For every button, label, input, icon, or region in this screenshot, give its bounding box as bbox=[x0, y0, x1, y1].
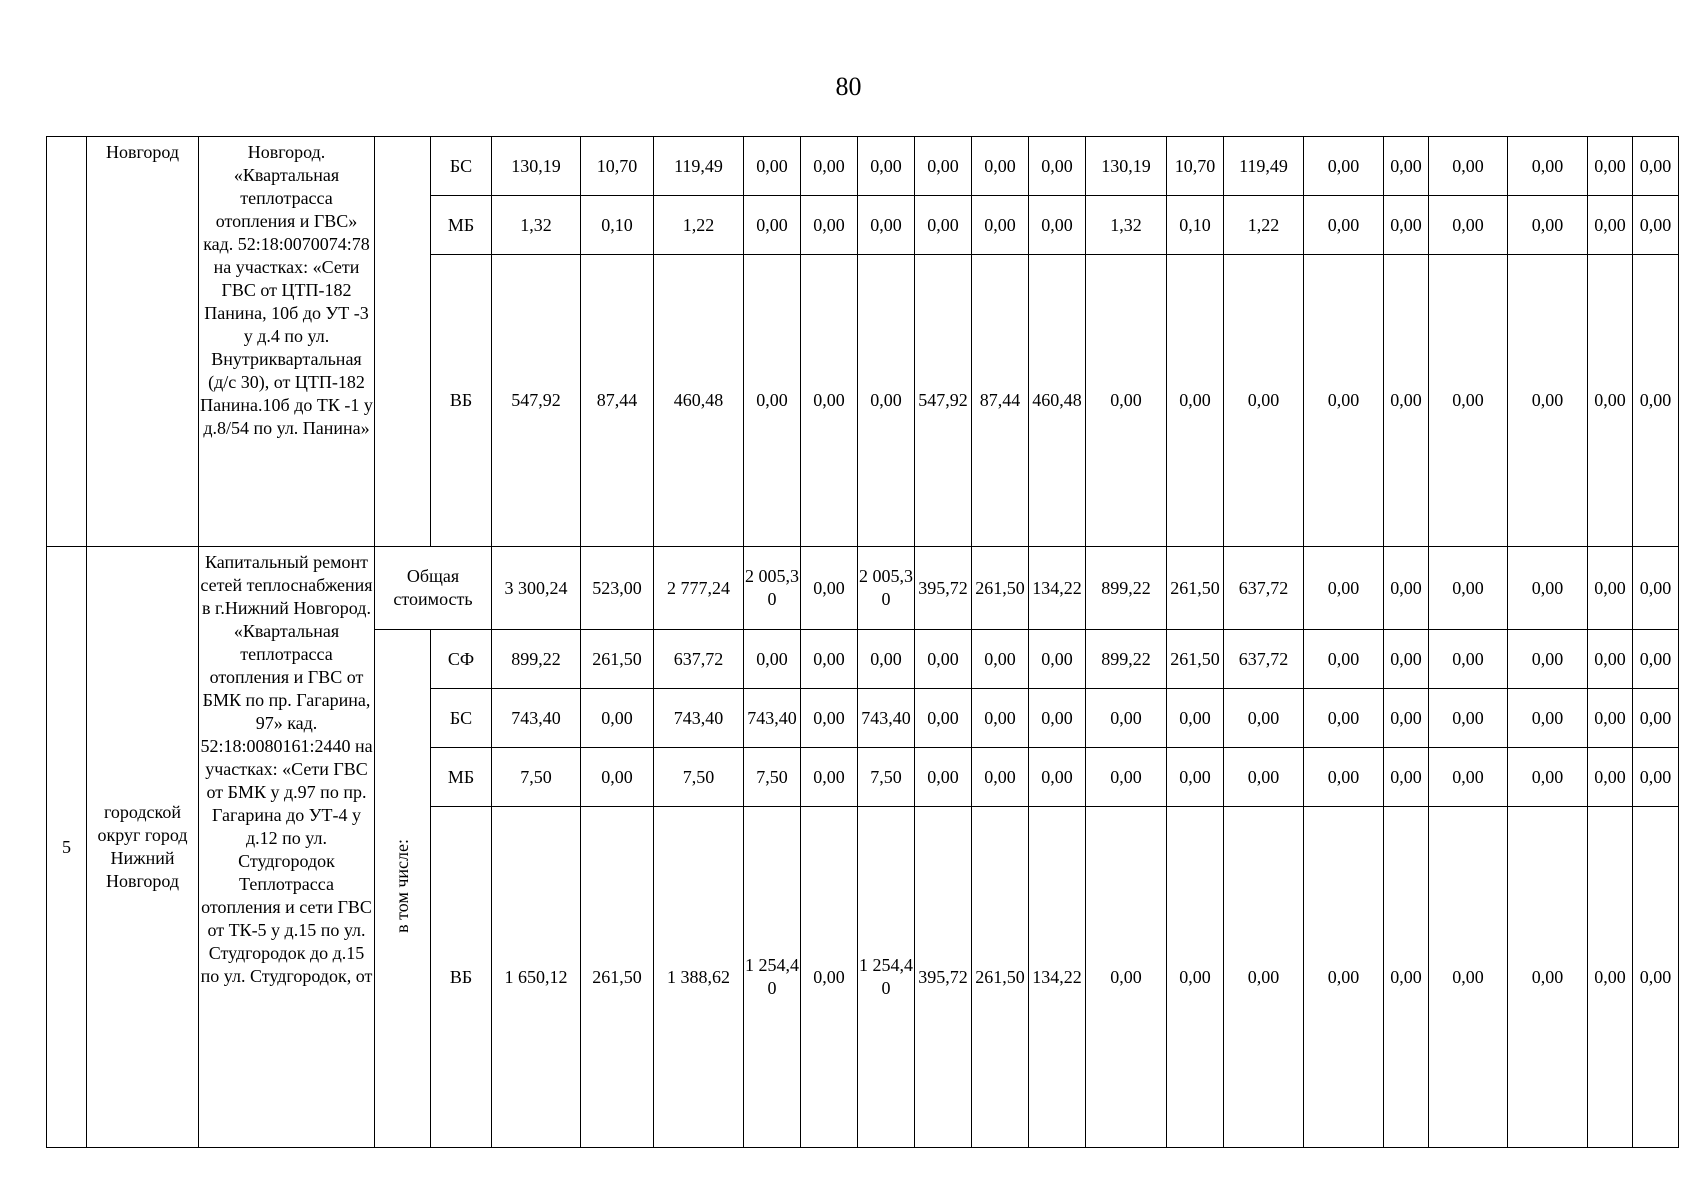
value-cell: 261,50 bbox=[1167, 630, 1224, 689]
value-cell: 0,00 bbox=[744, 630, 801, 689]
value-cell: 2 005,30 bbox=[744, 547, 801, 630]
value-cell: 0,00 bbox=[581, 748, 654, 807]
value-cell: 743,40 bbox=[744, 689, 801, 748]
including-cell bbox=[375, 137, 431, 547]
value-cell: 0,00 bbox=[1429, 630, 1508, 689]
value-cell: 0,00 bbox=[1633, 196, 1679, 255]
value-cell: 0,00 bbox=[1304, 748, 1384, 807]
value-cell: 0,00 bbox=[1304, 196, 1384, 255]
value-cell: 0,00 bbox=[744, 137, 801, 196]
value-cell: 0,00 bbox=[858, 630, 915, 689]
value-cell: 0,00 bbox=[1429, 255, 1508, 547]
value-cell: 0,00 bbox=[581, 689, 654, 748]
value-cell: 0,00 bbox=[1029, 689, 1086, 748]
value-cell: 0,00 bbox=[801, 137, 858, 196]
value-cell: 0,00 bbox=[1384, 689, 1429, 748]
value-cell: 261,50 bbox=[1167, 547, 1224, 630]
value-cell: 119,49 bbox=[654, 137, 744, 196]
page-number: 80 bbox=[835, 72, 862, 101]
value-cell: 0,00 bbox=[915, 689, 972, 748]
value-cell: 0,00 bbox=[915, 748, 972, 807]
value-cell: 0,00 bbox=[1633, 748, 1679, 807]
value-cell: 0,00 bbox=[801, 547, 858, 630]
value-cell: 0,00 bbox=[744, 255, 801, 547]
table-row bbox=[47, 547, 1679, 630]
value-cell: 1 388,62 bbox=[654, 807, 744, 1148]
value-cell: 1,32 bbox=[1086, 196, 1167, 255]
value-cell: 261,50 bbox=[581, 630, 654, 689]
value-cell: 0,00 bbox=[1633, 255, 1679, 547]
municipality-cell: Новгород bbox=[87, 137, 199, 547]
value-cell: 637,72 bbox=[1224, 547, 1304, 630]
source-cell: СФ bbox=[431, 630, 492, 689]
value-cell: 87,44 bbox=[972, 255, 1029, 547]
value-cell: 261,50 bbox=[972, 547, 1029, 630]
value-cell: 0,00 bbox=[1224, 807, 1304, 1148]
value-cell: 395,72 bbox=[915, 807, 972, 1148]
value-cell: 0,00 bbox=[1588, 807, 1633, 1148]
value-cell: 0,00 bbox=[1508, 137, 1588, 196]
source-cell: МБ bbox=[431, 748, 492, 807]
value-cell: 0,00 bbox=[1029, 137, 1086, 196]
value-cell: 0,00 bbox=[1304, 137, 1384, 196]
value-cell: 2 777,24 bbox=[654, 547, 744, 630]
value-cell: 0,00 bbox=[1086, 748, 1167, 807]
value-cell: 0,00 bbox=[1086, 255, 1167, 547]
value-cell: 134,22 bbox=[1029, 547, 1086, 630]
value-cell: 0,00 bbox=[1224, 689, 1304, 748]
value-cell: 0,00 bbox=[1167, 255, 1224, 547]
value-cell: 0,00 bbox=[1384, 547, 1429, 630]
value-cell: 0,00 bbox=[801, 630, 858, 689]
value-cell: 7,50 bbox=[744, 748, 801, 807]
value-cell: 743,40 bbox=[492, 689, 581, 748]
value-cell: 0,00 bbox=[1384, 196, 1429, 255]
value-cell: 7,50 bbox=[654, 748, 744, 807]
value-cell: 0,00 bbox=[744, 196, 801, 255]
value-cell: 0,00 bbox=[1588, 630, 1633, 689]
value-cell: 0,00 bbox=[1384, 630, 1429, 689]
value-cell: 0,00 bbox=[1224, 748, 1304, 807]
value-cell: 1,32 bbox=[492, 196, 581, 255]
value-cell: 0,00 bbox=[858, 255, 915, 547]
value-cell: 899,22 bbox=[1086, 547, 1167, 630]
value-cell: 0,00 bbox=[801, 748, 858, 807]
value-cell: 1,22 bbox=[1224, 196, 1304, 255]
value-cell: 0,00 bbox=[801, 196, 858, 255]
value-cell: 130,19 bbox=[492, 137, 581, 196]
value-cell: 0,00 bbox=[1508, 689, 1588, 748]
value-cell: 0,00 bbox=[1384, 255, 1429, 547]
source-cell: МБ bbox=[431, 196, 492, 255]
value-cell: 10,70 bbox=[1167, 137, 1224, 196]
value-cell: 0,00 bbox=[858, 196, 915, 255]
value-cell: 0,00 bbox=[1508, 630, 1588, 689]
value-cell: 0,00 bbox=[1633, 630, 1679, 689]
value-cell: 0,00 bbox=[1167, 689, 1224, 748]
value-cell: 0,00 bbox=[1429, 748, 1508, 807]
value-cell: 0,00 bbox=[1508, 547, 1588, 630]
value-cell: 0,00 bbox=[915, 630, 972, 689]
total-label-cell: Общая стоимость bbox=[375, 547, 492, 630]
value-cell: 523,00 bbox=[581, 547, 654, 630]
value-cell: 0,00 bbox=[1429, 547, 1508, 630]
value-cell: 0,00 bbox=[1588, 255, 1633, 547]
value-cell: 119,49 bbox=[1224, 137, 1304, 196]
value-cell: 0,00 bbox=[1588, 196, 1633, 255]
value-cell: 0,00 bbox=[1508, 807, 1588, 1148]
value-cell: 3 300,24 bbox=[492, 547, 581, 630]
source-cell: БС bbox=[431, 137, 492, 196]
value-cell: 547,92 bbox=[915, 255, 972, 547]
value-cell: 7,50 bbox=[492, 748, 581, 807]
value-cell: 0,00 bbox=[915, 196, 972, 255]
value-cell: 0,00 bbox=[1633, 137, 1679, 196]
value-cell: 0,00 bbox=[1086, 689, 1167, 748]
value-cell: 0,00 bbox=[1304, 807, 1384, 1148]
value-cell: 261,50 bbox=[972, 807, 1029, 1148]
value-cell: 7,50 bbox=[858, 748, 915, 807]
value-cell: 0,00 bbox=[972, 196, 1029, 255]
table-row bbox=[47, 137, 1679, 196]
value-cell: 0,00 bbox=[1429, 807, 1508, 1148]
value-cell: 743,40 bbox=[858, 689, 915, 748]
value-cell: 0,00 bbox=[1588, 137, 1633, 196]
value-cell: 0,00 bbox=[1304, 255, 1384, 547]
value-cell: 0,00 bbox=[1304, 630, 1384, 689]
value-cell: 0,00 bbox=[972, 630, 1029, 689]
value-cell: 2 005,30 bbox=[858, 547, 915, 630]
value-cell: 0,10 bbox=[581, 196, 654, 255]
value-cell: 0,00 bbox=[801, 255, 858, 547]
value-cell: 0,10 bbox=[1167, 196, 1224, 255]
value-cell: 0,00 bbox=[1086, 807, 1167, 1148]
value-cell: 0,00 bbox=[801, 807, 858, 1148]
object-description-cell: Капитальный ремонт сетей теплоснабжения в г.Нижний Новгород. «Квартальная теплотрасса отопления и ГВС от БМК по пр. Гагарина, 97» кад. 52:18:0080161:2440 на участках: «Сети ГВС от БМК у д.97 по пр. Гагарина до УТ-4 у д.12 по ул. Студгородок Теплотрасса отопления и сети ГВС от ТК-5 у д.15 по ул. Студгородок до д.15 по ул. Студгородок, от bbox=[199, 547, 375, 1148]
value-cell: 460,48 bbox=[654, 255, 744, 547]
value-cell: 0,00 bbox=[1429, 137, 1508, 196]
object-description-cell: Новгород. «Квартальная теплотрасса отопления и ГВС» кад. 52:18:0070074:78 на участках: «Сети ГВС от ЦТП-182 Панина, 10б до УТ -3 у д.4 по ул. Внутриквартальная (д/с 30), от ЦТП-182 Панина.10б до ТК -1 у д.8/54 по ул. Панина» bbox=[199, 137, 375, 547]
value-cell: 0,00 bbox=[1304, 547, 1384, 630]
value-cell: 637,72 bbox=[654, 630, 744, 689]
value-cell: 0,00 bbox=[1029, 630, 1086, 689]
value-cell: 395,72 bbox=[915, 547, 972, 630]
source-cell: ВБ bbox=[431, 255, 492, 547]
value-cell: 1,22 bbox=[654, 196, 744, 255]
value-cell: 0,00 bbox=[972, 748, 1029, 807]
value-cell: 0,00 bbox=[1429, 689, 1508, 748]
value-cell: 547,92 bbox=[492, 255, 581, 547]
value-cell: 261,50 bbox=[581, 807, 654, 1148]
value-cell: 637,72 bbox=[1224, 630, 1304, 689]
value-cell: 0,00 bbox=[1508, 255, 1588, 547]
value-cell: 1 650,12 bbox=[492, 807, 581, 1148]
value-cell: 0,00 bbox=[1429, 196, 1508, 255]
including-label: в том числе: bbox=[392, 838, 412, 933]
value-cell: 0,00 bbox=[1384, 748, 1429, 807]
value-cell: 743,40 bbox=[654, 689, 744, 748]
value-cell: 460,48 bbox=[1029, 255, 1086, 547]
value-cell: 0,00 bbox=[1588, 748, 1633, 807]
value-cell: 0,00 bbox=[972, 689, 1029, 748]
value-cell: 0,00 bbox=[858, 137, 915, 196]
value-cell: 0,00 bbox=[1508, 748, 1588, 807]
funding-table bbox=[46, 136, 1679, 1148]
value-cell: 0,00 bbox=[1588, 547, 1633, 630]
value-cell: 0,00 bbox=[1224, 255, 1304, 547]
value-cell: 0,00 bbox=[1633, 689, 1679, 748]
value-cell: 1 254,40 bbox=[858, 807, 915, 1148]
row-number-cell: 5 bbox=[47, 547, 87, 1148]
value-cell: 0,00 bbox=[1167, 748, 1224, 807]
source-cell: ВБ bbox=[431, 807, 492, 1148]
value-cell: 0,00 bbox=[1633, 807, 1679, 1148]
source-cell: БС bbox=[431, 689, 492, 748]
value-cell: 0,00 bbox=[972, 137, 1029, 196]
value-cell: 0,00 bbox=[1384, 807, 1429, 1148]
value-cell: 899,22 bbox=[492, 630, 581, 689]
value-cell: 0,00 bbox=[915, 137, 972, 196]
row-number-cell bbox=[47, 137, 87, 547]
value-cell: 134,22 bbox=[1029, 807, 1086, 1148]
value-cell: 0,00 bbox=[1508, 196, 1588, 255]
value-cell: 899,22 bbox=[1086, 630, 1167, 689]
value-cell: 0,00 bbox=[801, 689, 858, 748]
value-cell: 10,70 bbox=[581, 137, 654, 196]
value-cell: 0,00 bbox=[1029, 748, 1086, 807]
value-cell: 87,44 bbox=[581, 255, 654, 547]
value-cell: 0,00 bbox=[1588, 689, 1633, 748]
value-cell: 0,00 bbox=[1384, 137, 1429, 196]
value-cell: 0,00 bbox=[1167, 807, 1224, 1148]
municipality-cell: городской округ город Нижний Новгород bbox=[87, 547, 199, 1148]
value-cell: 130,19 bbox=[1086, 137, 1167, 196]
value-cell: 0,00 bbox=[1029, 196, 1086, 255]
value-cell: 1 254,40 bbox=[744, 807, 801, 1148]
including-cell bbox=[375, 630, 431, 1148]
value-cell: 0,00 bbox=[1304, 689, 1384, 748]
value-cell: 0,00 bbox=[1633, 547, 1679, 630]
